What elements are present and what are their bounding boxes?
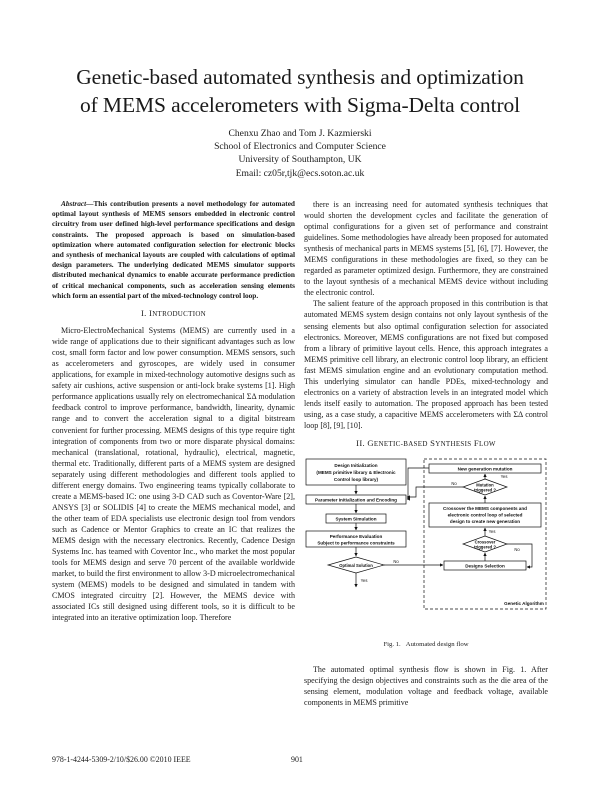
right-column (304, 199, 548, 708)
genetic-algorithm-label: Genetic Algorithm (504, 601, 544, 607)
crossover-q-line-2: triggered ? (474, 544, 496, 550)
section-number: II. (356, 437, 365, 448)
design-select-label: Designs Selection (465, 563, 505, 569)
right-paragraph-3: The automated optimal synthesis flow is shown in Fig. 1. After specifying the design objectives and constraints such as the die area of the sensing element, modulation voltage and feedback voltage, available components in MEMS primitive (304, 665, 548, 708)
design-init-line-3: Control loop library) (333, 477, 379, 483)
author-department: School of Electronics and Computer Science (214, 141, 386, 153)
param-init-label: Parameter Initialization and Encoding (315, 497, 397, 503)
section-number: I. (140, 308, 147, 319)
no-label-optimal: No (393, 559, 399, 565)
footer-isbn: 978-1-4244-5309-2/10/$26.00 ©2010 IEEE (52, 755, 191, 764)
section-cap: I (149, 308, 153, 319)
crossover-q-line-1: Crossover (474, 539, 496, 545)
abstract-label: Abstract (61, 199, 87, 208)
mutation-q-line-2: triggered ? (474, 487, 496, 493)
perf-eval-line-1: Performance Evaluation (329, 534, 383, 540)
optimal-solution-label: Optimal Solution (339, 563, 373, 569)
no-label-mutation: No (451, 481, 457, 487)
section-heading-flow (304, 438, 548, 450)
section-rest: YNTHESIS (435, 439, 472, 448)
new-gen-label: New generation mutation (457, 466, 513, 472)
section-rest: NTRODUCTION (152, 310, 207, 319)
right-paragraph-2: The salient feature of the approach proposed in this contribution is that automated MEMS system design contains not only layout synthesis of the sensing elements but also optimal configuration selection for associated electronics. Moreover, MEMS configurations are not fixed but composed from a library of primitive layout cells. Hence, this approach integrates a MEMS primitive cell library, an electronic control loop library, an efficient fast MEMS simulation engine and an evolutionary computation method. This underlying simulator can handle PDEs, mixed-technology and electronics on a variety of abstraction levels in an integrated model which lends itself easily to automation. The proposed approach has been tested using, as a case study, a capacitive MEMS accelerometers with ΣΔ control loop [8], [9], [10]. (304, 299, 548, 430)
section-cap: G (367, 437, 374, 448)
yes-label-mutation: Yes (500, 474, 508, 480)
section-heading-introduction (52, 308, 295, 320)
author-names: Chenxu Zhao and Tom J. Kazmierski (228, 128, 372, 139)
crossover-line-1: Crossover the MEMS components and (443, 506, 527, 512)
section-rest: ENETIC-BASED (373, 439, 428, 448)
abstract (52, 199, 295, 301)
yes-label-optimal: Yes (360, 578, 368, 584)
abstract-text: —This contribution presents a novel methodology for automated optimal layout synthesis of MEMS sensors embedded in electronic control circuitry from user defined high-level performance specifications and design constraints. The proposed approach is based on simulation-based optimization where automated configuration selection for electronic blocks and synthesis of mechanical layouts are coupled with calculations of optimal design parameters. The underlying dedicated MEMS simulator supports distributed mechanical dynamics to enable accurate performance prediction of critical mechanical components, such as acceleration sensing elements which form an essential part of the mixed-technology control loop. (52, 199, 295, 300)
title-line-2: of MEMS accelerometers with Sigma-Delta control (79, 93, 521, 117)
design-init-line-1: Design Initialization (334, 463, 378, 469)
figure-caption-text: Automated design flow (405, 641, 469, 649)
no-label-crossover: No (514, 547, 520, 553)
perf-eval-line-2: Subject to performance constraints (317, 540, 395, 546)
crossover-line-2: electronic control loop of selected (447, 512, 523, 518)
figure-label: Fig. 1. (383, 641, 401, 649)
left-column (52, 199, 295, 623)
design-init-line-2: (MEMS primitive library & Electronic (316, 470, 396, 476)
page-number: 901 (291, 755, 303, 764)
mutation-q-line-1: Mutation (476, 482, 494, 488)
author-block (100, 127, 500, 180)
system-sim-label: System Simulation (335, 516, 377, 522)
author-university: University of Southampton, UK (238, 154, 362, 166)
section-rest: LOW (479, 439, 496, 448)
section-cap: S (430, 437, 436, 448)
paper-title (20, 63, 580, 119)
section-cap: F (473, 437, 479, 448)
flow-diagram (304, 457, 548, 633)
intro-paragraph: Micro-ElectroMechanical Systems (MEMS) are currently used in a wide range of applications due to their significant advantages such as low cost, small form factor and low power consumption. MEMS sensors, such as accelerometers and gyroscopes, are widely used in consumer applications, for example in mixed-technology automotive designs such as safety air cushions, active suspension or anti-lock brake systems [1]. High performance applications usually rely on electromechanical ΣΔ modulation feedback control to improve performance, bandwidth, linearity, dynamic range and to convert the acceleration signal to a digital bitstream convenient for further processing. MEMS designs of this type require tight integration of components from two or more disparate physical domains: mechanical (translational, rotational, hydraulic), electrical, magnetic, thermal etc. Traditionally, different parts of a MEMS system are designed separately using different methodologies and different tools applied to different energy domains. Two engineering teams typically collaborate to create a MEMS-based IC: one using 3-D CAD such as Coventor-Ware [2], ANSYS [3] or SOLIDIS [4] to create the MEMS mechanical model, and the other team of EDA specialists use electronic design tool from vendors such as Cadence or Mentor Graphics to create an IC that realizes the MEMS design with the necessary electronics. Recently, Cadence Design Systems Inc. has teamed with Coventor Inc., who market the most popular tools for MEMS design and serve 70 percent of the available worldwide market, to build the first environment to allow 3-D microelectromechanical system (MEMS) models to be designed and simulated in tandem with CMOS integrated circuitry [2]. However, the MEMS device with associated ICs still designed using different tools, so it is difficult to be integrated into an iterative optimization loop. Therefore (52, 326, 295, 623)
title-line-1: Genetic-based automated synthesis and optimization (76, 65, 524, 89)
yes-label-crossover: Yes (488, 529, 496, 535)
author-email: Email: cz05r,tjk@ecs.soton.ac.uk (235, 167, 365, 179)
figure-design-flow (304, 457, 548, 633)
crossover-line-3: design to create new generation (449, 519, 521, 525)
right-paragraph-1: there is an increasing need for automated synthesis techniques that would shorten the development cycles and facilitate the generation of optimal configurations for a given set of performance and constraint guidelines. Some methodologies have already been proposed for automated synthesis of mechanical parts in MEMS systems [5], [6], [7]. However, the MEMS configurations in these methodologies are fixed, so they can be regarded as parameter optimized design. Furthermore, they are constrained to the layout synthesis of a mechanical MEMS device without including the electronic control. (304, 200, 548, 298)
figure-caption (304, 639, 548, 650)
